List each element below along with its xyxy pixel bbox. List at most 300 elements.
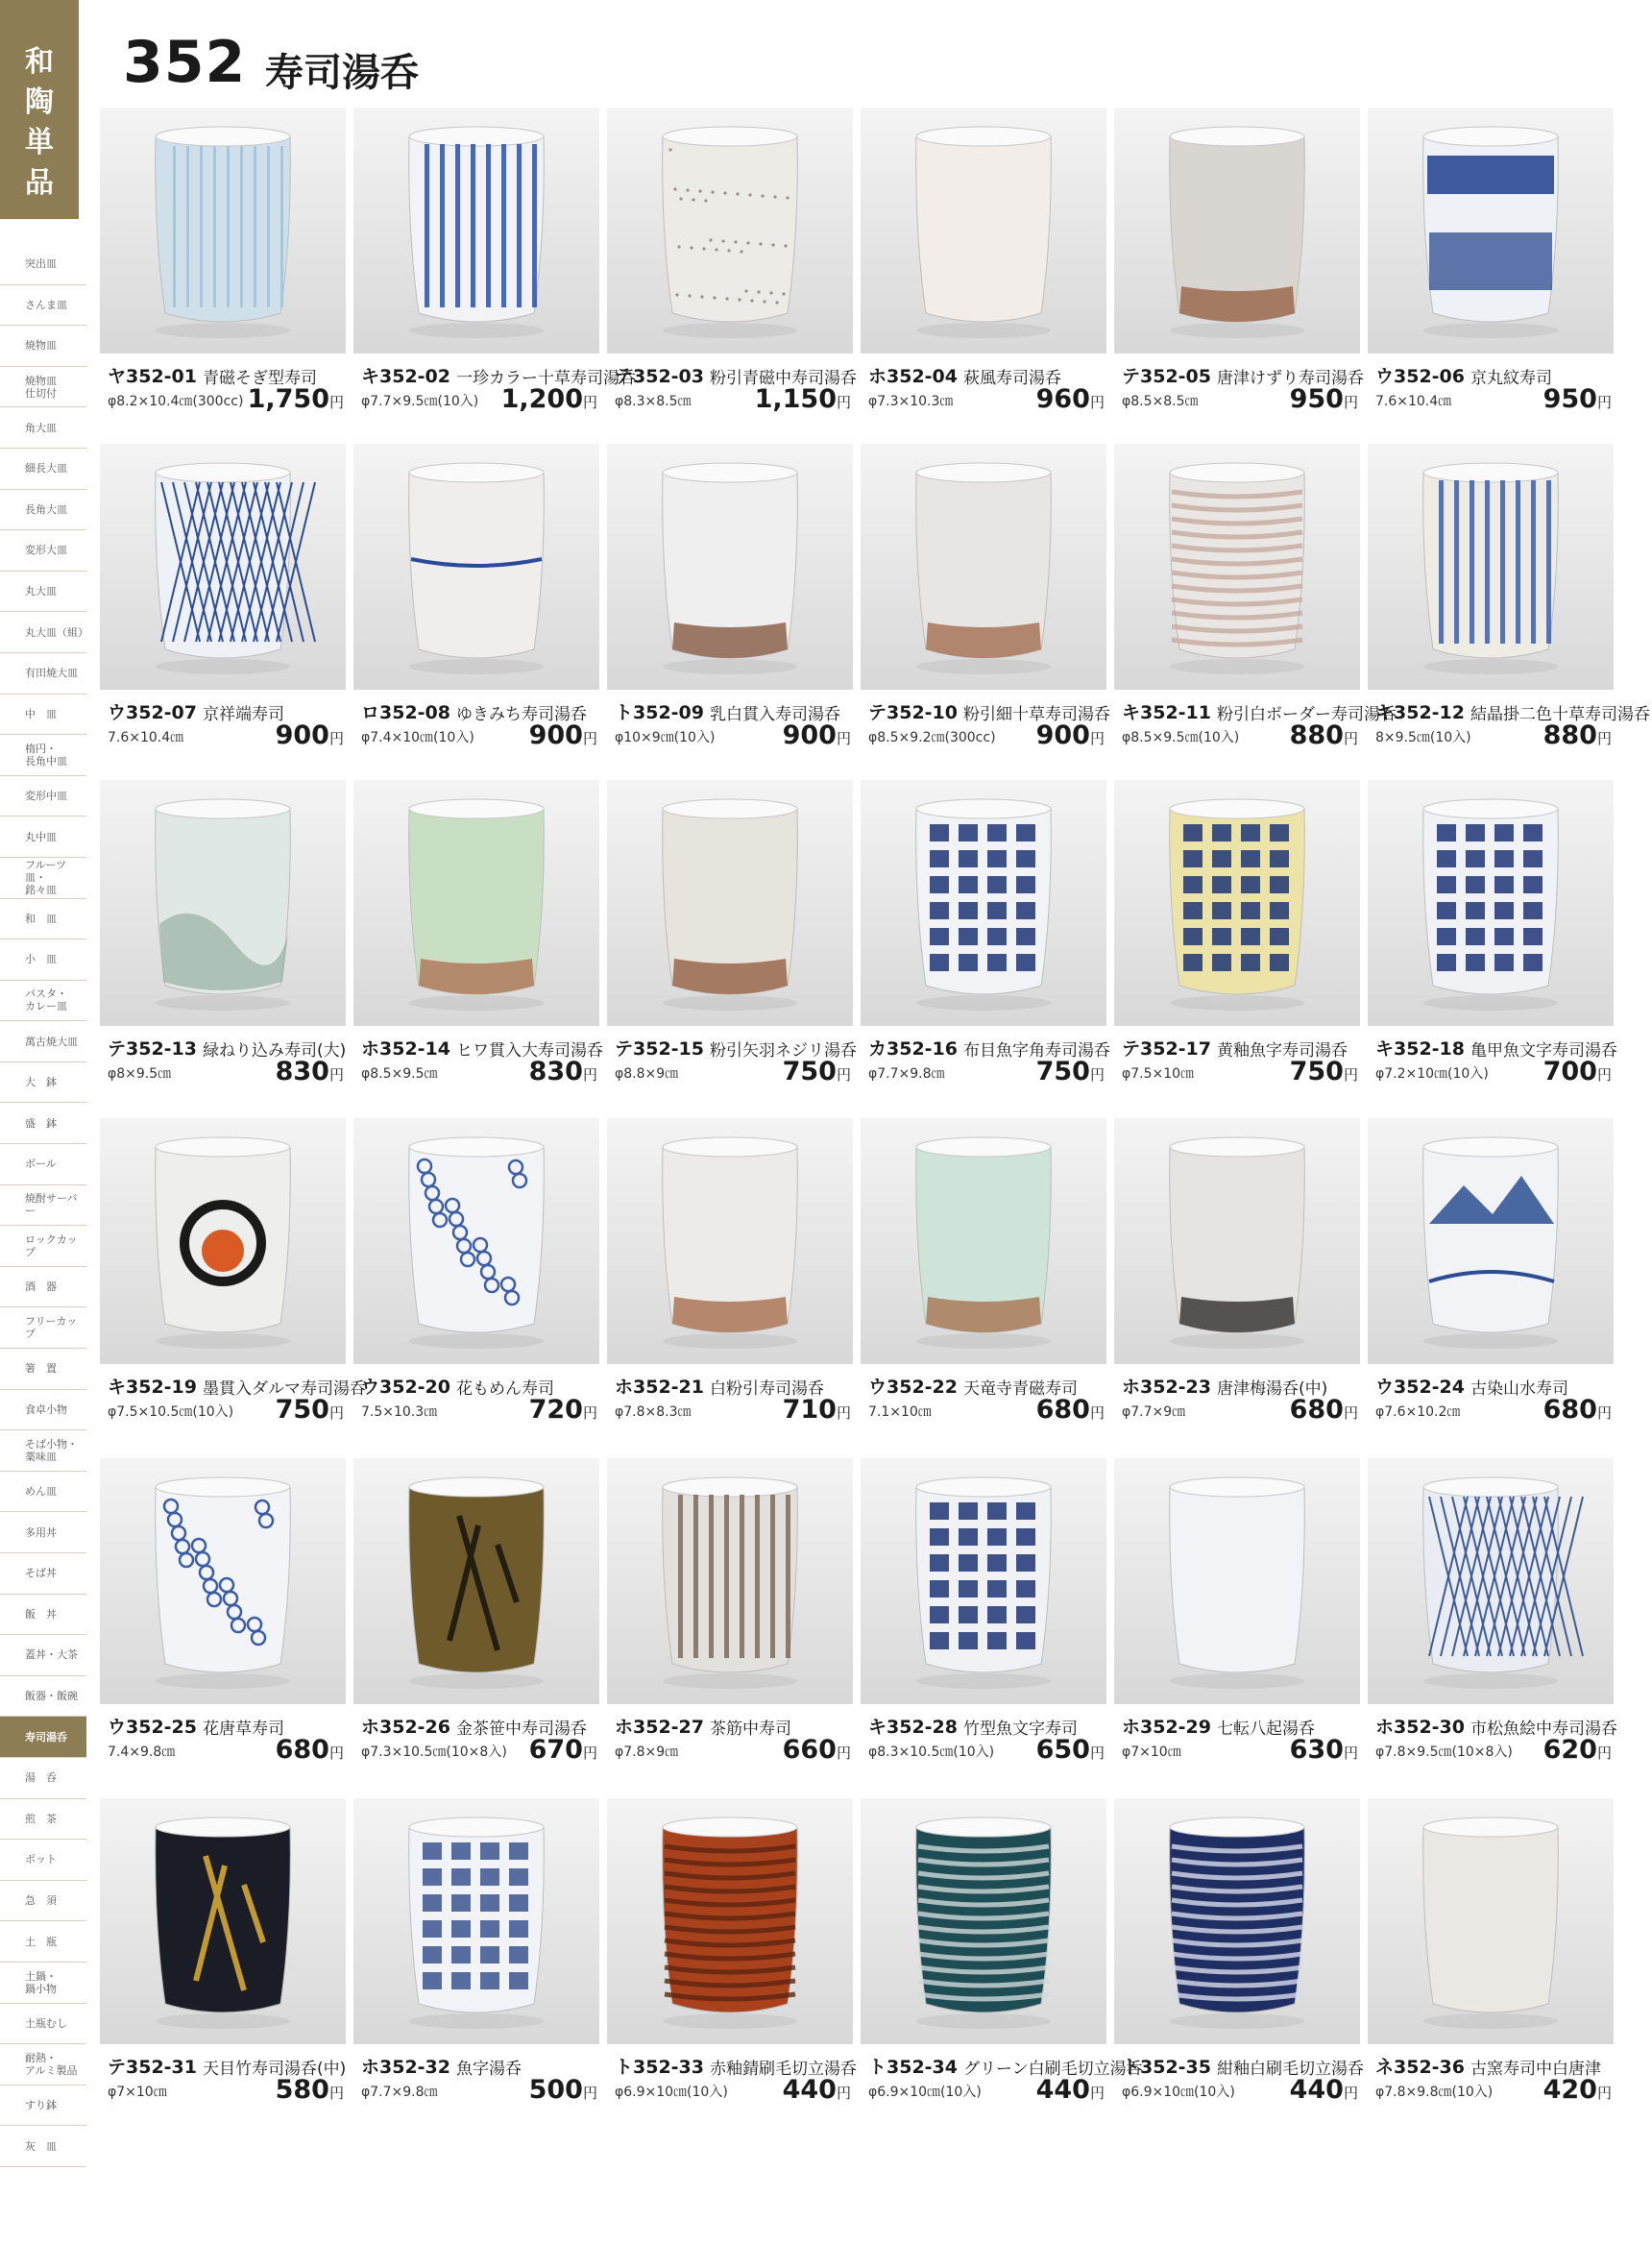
product-spec: φ10×9㎝(10入) [615,730,716,745]
product-spec: φ6.9×10㎝(10入) [615,2085,728,2100]
product-name: 七転八起湯呑 [1217,1720,1315,1739]
product-name: 茶筋中寿司 [710,1720,791,1739]
product-price [276,720,344,750]
product-price [1036,384,1105,414]
product-price [783,1395,851,1425]
currency-label: 円 [1089,2085,1105,2102]
sidebar-item[interactable]: 焼物皿 [0,326,86,367]
currency-label: 円 [328,1404,344,1422]
currency-label: 円 [328,2085,344,2102]
product-card[interactable] [353,444,599,776]
product-price [529,1057,597,1086]
currency-label: 円 [1596,394,1612,411]
product-photo [1114,1458,1360,1704]
sidebar-item[interactable]: フルーツ皿・ 銘々皿 [0,858,86,899]
sidebar-item[interactable]: 細長大皿 [0,449,86,490]
product-photo [1368,1118,1614,1364]
price-value: 440 [1035,2075,1090,2105]
cup-illustration [100,108,346,354]
currency-label: 円 [582,1404,597,1422]
product-photo [353,1458,599,1704]
sidebar-item[interactable]: 盛 鉢 [0,1103,86,1144]
product-name: 花唐草寿司 [203,1720,284,1739]
product-spec: φ8×9.5㎝ [108,1066,172,1082]
product-name: 金茶笹中寿司湯呑 [456,1720,587,1739]
product-name: 粉引白ボーダー寿司湯呑 [1217,705,1397,724]
product-name: 赤釉錆刷毛切立湯呑 [710,2060,857,2079]
sidebar-item[interactable]: 丸大皿 [0,572,86,613]
product-spec: φ8.2×10.4㎝(300cc) [108,394,244,409]
product-card[interactable] [607,780,857,1112]
price-value: 680 [1543,1395,1597,1425]
product-photo [100,1118,346,1364]
price-value: 710 [782,1395,837,1425]
product-spec: φ7.7×9.8㎝ [868,1066,945,1082]
product-card[interactable] [607,1118,853,1451]
currency-label: 円 [836,1404,851,1422]
product-code: ヤ352-01 [108,366,197,387]
price-value: 750 [275,1395,329,1425]
product-code: ウ352-20 [361,1377,450,1398]
product-code: ト352-33 [615,2057,704,2078]
product-spec: φ7.4×10㎝(10入) [361,730,474,745]
product-price [529,2075,597,2105]
price-value: 950 [1289,384,1344,414]
currency-label: 円 [836,730,851,747]
product-spec: φ7.8×9㎝ [615,1744,679,1760]
product-card[interactable] [607,444,853,776]
product-price [1290,2075,1358,2105]
product-card[interactable] [1114,1118,1360,1451]
product-price [1036,1057,1105,1086]
currency-label: 円 [1089,730,1105,747]
sidebar-item[interactable]: 変形大皿 [0,530,86,572]
currency-label: 円 [1089,1066,1105,1084]
currency-label: 円 [1343,1066,1358,1084]
price-value: 750 [1289,1057,1344,1086]
product-price [783,720,851,750]
product-spec: φ8.3×10.5㎝(10入) [868,1744,995,1760]
product-card[interactable] [861,780,1110,1112]
cup-illustration [1368,108,1614,354]
product-code: テ352-15 [615,1038,704,1060]
product-card[interactable] [861,444,1110,776]
sidebar-item[interactable]: 飯器・飯碗 [0,1676,86,1718]
product-card[interactable] [861,1118,1106,1451]
product-name: 亀甲魚文字寿司湯呑 [1470,1041,1617,1061]
product-code: テ352-31 [108,2057,197,2078]
product-price [783,2075,851,2105]
price-value: 750 [782,1057,837,1086]
page-title: 寿司湯呑 [265,51,419,95]
sidebar-item[interactable]: ボール [0,1144,86,1185]
product-photo [1368,1458,1614,1704]
sidebar-item[interactable]: フリーカップ [0,1307,86,1349]
product-photo [1368,108,1614,354]
price-value: 660 [782,1735,837,1765]
sidebar-item[interactable]: めん皿 [0,1472,86,1513]
price-value: 1,200 [500,384,583,414]
currency-label: 円 [836,1744,851,1762]
sidebar-item[interactable]: 飯 丼 [0,1595,86,1636]
product-spec: φ7.6×10.2㎝ [1375,1404,1461,1420]
product-code: キ352-12 [1375,702,1465,723]
price-value: 1,150 [754,384,837,414]
price-value: 630 [1289,1735,1344,1765]
cup-illustration [353,1798,599,2044]
sidebar-item[interactable]: ロックカップ [0,1226,86,1267]
product-card[interactable] [100,780,346,1112]
sidebar-item[interactable]: ポット [0,1840,86,1881]
product-price [1036,2075,1105,2105]
product-card[interactable] [607,108,857,440]
product-card[interactable] [1114,780,1360,1112]
product-spec: φ8.5×9.5㎝ [361,1066,438,1082]
cup-illustration [861,444,1106,690]
cup-illustration [353,1118,599,1364]
currency-label: 円 [1343,730,1358,747]
product-name: 一珍カラー十草寿司湯呑 [456,369,636,388]
product-card[interactable] [1368,780,1617,1112]
product-photo [1114,1798,1360,2044]
sidebar-item[interactable]: 蓋丼・大茶 [0,1635,86,1676]
product-card[interactable] [1114,1458,1360,1791]
currency-label: 円 [582,730,597,747]
sidebar-item[interactable]: 酒 器 [0,1267,86,1308]
product-photo [353,780,599,1026]
product-card[interactable] [1368,108,1614,440]
product-name: 黄釉魚字寿司湯呑 [1217,1041,1348,1061]
sidebar-item[interactable]: 焼酎サーバー [0,1185,86,1227]
product-photo [1114,1118,1360,1364]
product-price [1543,720,1612,750]
product-card[interactable] [861,108,1106,440]
product-name: 粉引矢羽ネジリ湯呑 [710,1041,857,1061]
product-spec: φ7.8×9.8㎝(10入) [1375,2085,1494,2100]
price-value: 1,750 [247,384,329,414]
page-number: 352 [123,29,247,96]
product-photo [353,1118,599,1364]
sidebar-item[interactable]: 耐熱・ アルミ製品 [0,2044,86,2085]
cup-illustration [100,1458,346,1704]
product-code: ネ352-36 [1375,2057,1465,2078]
product-card[interactable] [353,1798,599,2131]
product-photo [1114,444,1360,690]
currency-label: 円 [1343,2085,1358,2102]
sidebar-item[interactable]: 楕円・ 長角中皿 [0,735,86,776]
currency-label: 円 [1596,1744,1612,1762]
currency-label: 円 [1343,394,1358,411]
product-code: テ352-13 [108,1038,197,1060]
price-value: 900 [528,720,583,750]
product-code: テ352-17 [1122,1038,1211,1060]
product-code: ト352-09 [615,702,704,723]
product-card[interactable] [100,1458,346,1791]
product-card[interactable] [353,1458,599,1791]
product-name: 古染山水寿司 [1470,1379,1568,1399]
currency-label: 円 [1343,1404,1358,1422]
price-value: 670 [528,1735,583,1765]
currency-label: 円 [582,394,597,411]
product-name: 白粉引寿司湯呑 [710,1379,824,1399]
product-price [248,384,344,414]
product-code: ホ352-21 [615,1377,704,1398]
currency-label: 円 [1596,730,1612,747]
product-spec: 7.4×9.8㎝ [108,1744,176,1760]
price-value: 900 [275,720,329,750]
sidebar-item[interactable]: 大 鉢 [0,1062,86,1104]
product-card[interactable] [607,1458,853,1791]
product-code: ホ352-32 [361,2057,450,2078]
price-value: 650 [1035,1735,1090,1765]
product-card[interactable] [861,1798,1143,2131]
product-price [755,384,851,414]
product-photo [1368,1798,1614,2044]
product-price [1543,384,1612,414]
cup-illustration [100,1798,346,2044]
product-card[interactable] [1114,1798,1364,2131]
price-value: 880 [1289,720,1344,750]
product-spec: 7.1×10㎝ [868,1404,932,1420]
product-price [529,1395,597,1425]
sidebar-item[interactable]: さんま皿 [0,285,86,327]
sidebar-item[interactable]: 灰 皿 [0,2126,86,2167]
product-card[interactable] [100,1798,346,2131]
product-name: グリーン白刷毛切立湯呑 [963,2060,1143,2079]
product-spec: φ7.3×10.3㎝ [868,394,954,409]
product-price [1290,1395,1358,1425]
cup-illustration [1114,444,1360,690]
sidebar-item[interactable]: 食卓小物 [0,1390,86,1431]
product-name: 布目魚字角寿司湯呑 [963,1041,1110,1061]
currency-label: 円 [582,2085,597,2102]
cup-illustration [1114,1458,1360,1704]
product-card[interactable] [100,108,346,440]
product-card[interactable] [353,780,603,1112]
sidebar-item[interactable]: 急 須 [0,1881,86,1922]
product-code: テ352-03 [615,366,704,387]
product-name: 唐津けずり寿司湯呑 [1217,369,1364,388]
price-value: 900 [782,720,837,750]
cup-illustration [1114,780,1360,1026]
cup-illustration [100,1118,346,1364]
cup-illustration [1368,780,1614,1026]
currency-label: 円 [1343,1744,1358,1762]
product-price [1290,1057,1358,1086]
sidebar-item[interactable]: 多用丼 [0,1512,86,1553]
currency-label: 円 [1089,1404,1105,1422]
sidebar-item[interactable]: 和 皿 [0,899,86,940]
product-photo [607,780,853,1026]
currency-label: 円 [1596,1066,1612,1084]
cup-illustration [353,444,599,690]
sidebar-item[interactable]: パスタ・ カレー皿 [0,981,86,1022]
product-code: テ352-05 [1122,366,1211,387]
sidebar-item[interactable]: 煎 茶 [0,1799,86,1841]
product-code: ホ352-26 [361,1717,450,1738]
product-card[interactable] [1368,1118,1614,1451]
section-title-char: 和 [25,45,54,79]
product-name: 竹型魚文字寿司 [963,1720,1078,1739]
product-name: 唐津梅湯呑(中) [1217,1379,1328,1399]
cup-illustration [353,108,599,354]
product-spec: φ7.2×10㎝(10入) [1375,1066,1489,1082]
product-spec: φ7.7×9.5㎝(10入) [361,394,479,409]
product-card[interactable] [100,444,346,776]
currency-label: 円 [836,394,851,411]
product-photo [100,444,346,690]
sidebar-item[interactable]: 突出皿 [0,244,86,285]
sidebar-item[interactable]: 寿司湯呑 [0,1717,86,1758]
product-spec: φ7.5×10.5㎝(10入) [108,1404,234,1420]
cup-illustration [607,1798,853,2044]
sidebar-item[interactable]: 土鍋・ 鍋小物 [0,1963,86,2004]
product-name: ゆきみち寿司湯呑 [456,705,587,724]
product-price [1543,1395,1612,1425]
product-name: 緑ねり込み寿司(大) [203,1041,347,1061]
product-photo [353,444,599,690]
product-price [1290,384,1358,414]
product-card[interactable] [1368,1458,1617,1791]
product-photo [607,1118,853,1364]
product-card[interactable] [861,1458,1106,1791]
product-price [1290,720,1358,750]
product-price [1036,1395,1105,1425]
sidebar-item[interactable]: 焼物皿 仕切付 [0,367,86,408]
product-photo [100,1458,346,1704]
product-price [1543,1057,1612,1086]
cup-illustration [100,780,346,1026]
product-name: 萩風寿司湯呑 [963,369,1061,388]
product-price [1290,1735,1358,1765]
cup-illustration [1114,108,1360,354]
product-name: 墨貫入ダルマ寿司湯呑 [203,1379,366,1399]
product-card[interactable] [100,1118,366,1451]
product-photo [607,108,853,354]
product-name: 花もめん寿司 [456,1379,554,1399]
product-code: ホ352-23 [1122,1377,1211,1398]
cup-illustration [861,1118,1106,1364]
product-spec: φ7×10㎝ [1122,1744,1181,1760]
product-name: ヒワ貫入大寿司湯呑 [456,1041,603,1061]
cup-illustration [353,1458,599,1704]
product-card[interactable] [607,1798,857,2131]
product-name: 京丸紋寿司 [1470,369,1552,388]
product-name: 紺釉白刷毛切立湯呑 [1217,2060,1364,2079]
product-name: 乳白貫入寿司湯呑 [710,705,840,724]
product-name: 古窯寿司中白唐津 [1470,2060,1601,2079]
product-photo [1114,108,1360,354]
sidebar-item[interactable]: 箸 置 [0,1349,86,1390]
product-spec: φ7.7×9㎝ [1122,1404,1186,1420]
sidebar-item[interactable]: そば小物・ 薬味皿 [0,1430,86,1472]
sidebar-item[interactable]: 丸中皿 [0,817,86,858]
sidebar-item[interactable]: 角大皿 [0,407,86,449]
price-value: 880 [1543,720,1597,750]
product-code: ホ352-29 [1122,1717,1211,1738]
product-spec: φ8.8×9㎝ [615,1066,679,1082]
sidebar-item[interactable]: 萬古焼大皿 [0,1021,86,1062]
product-photo [1368,444,1614,690]
sidebar-item[interactable]: すり鉢 [0,2085,86,2127]
price-value: 620 [1543,1735,1597,1765]
price-value: 900 [1035,720,1090,750]
cup-illustration [607,108,853,354]
product-price [1036,1735,1105,1765]
product-spec: φ7.5×10㎝ [1122,1066,1195,1082]
product-price [501,384,597,414]
product-spec: φ8.5×9.2㎝(300cc) [868,730,996,745]
product-code: ホ352-30 [1375,1717,1465,1738]
cup-illustration [861,780,1106,1026]
product-spec: 8×9.5㎝(10入) [1375,730,1471,745]
product-spec: φ8.5×8.5㎝ [1122,394,1199,409]
product-name: 粉引青磁中寿司湯呑 [710,369,857,388]
product-photo [100,108,346,354]
product-code: ホ352-04 [868,366,958,387]
product-photo [1368,780,1614,1026]
sidebar-item[interactable]: 変形中皿 [0,776,86,817]
sidebar-item[interactable]: 湯 呑 [0,1758,86,1799]
sidebar-item[interactable]: 長角大皿 [0,490,86,531]
price-value: 700 [1543,1057,1597,1086]
product-photo [861,1798,1106,2044]
product-price [276,1735,344,1765]
product-spec: φ8.5×9.5㎝(10入) [1122,730,1240,745]
product-name: 粉引細十草寿司湯呑 [963,705,1110,724]
product-photo [607,444,853,690]
product-code: キ352-02 [361,366,450,387]
section-title-char: 陶 [25,85,54,119]
sidebar-item[interactable]: 丸大皿（組） [0,612,86,653]
currency-label: 円 [328,394,344,411]
sidebar-item[interactable]: 土 瓶 [0,1921,86,1963]
product-price [276,1057,344,1086]
product-photo [861,1118,1106,1364]
sidebar-item[interactable]: 中 皿 [0,695,86,736]
product-price [1543,1735,1612,1765]
product-card[interactable] [1114,444,1397,776]
product-name: 市松魚絵中寿司湯呑 [1470,1720,1617,1739]
product-name: 魚字湯呑 [456,2060,522,2079]
sidebar-item[interactable]: 有田焼大皿 [0,653,86,695]
product-card[interactable] [1368,444,1650,776]
cup-illustration [607,1118,853,1364]
sidebar-item[interactable]: そば丼 [0,1553,86,1595]
product-card[interactable] [1368,1798,1614,2131]
product-spec: φ6.9×10㎝(10入) [1122,2085,1235,2100]
product-photo [861,108,1106,354]
product-photo [100,780,346,1026]
product-price [783,1735,851,1765]
product-price [783,1057,851,1086]
product-card[interactable] [353,1118,599,1451]
product-photo [353,1798,599,2044]
product-card[interactable] [1114,108,1364,440]
product-code: ウ352-06 [1375,366,1465,387]
cup-illustration [1368,1458,1614,1704]
product-code: テ352-10 [868,702,958,723]
product-code: カ352-16 [868,1038,958,1060]
product-card[interactable] [353,108,636,440]
sidebar-item[interactable]: 土瓶むし [0,2004,86,2045]
product-code: キ352-19 [108,1377,197,1398]
currency-label: 円 [582,1066,597,1084]
sidebar-item[interactable]: 小 皿 [0,939,86,981]
product-spec: φ7×10㎝ [108,2085,167,2100]
cup-illustration [1368,444,1614,690]
cup-illustration [607,1458,853,1704]
